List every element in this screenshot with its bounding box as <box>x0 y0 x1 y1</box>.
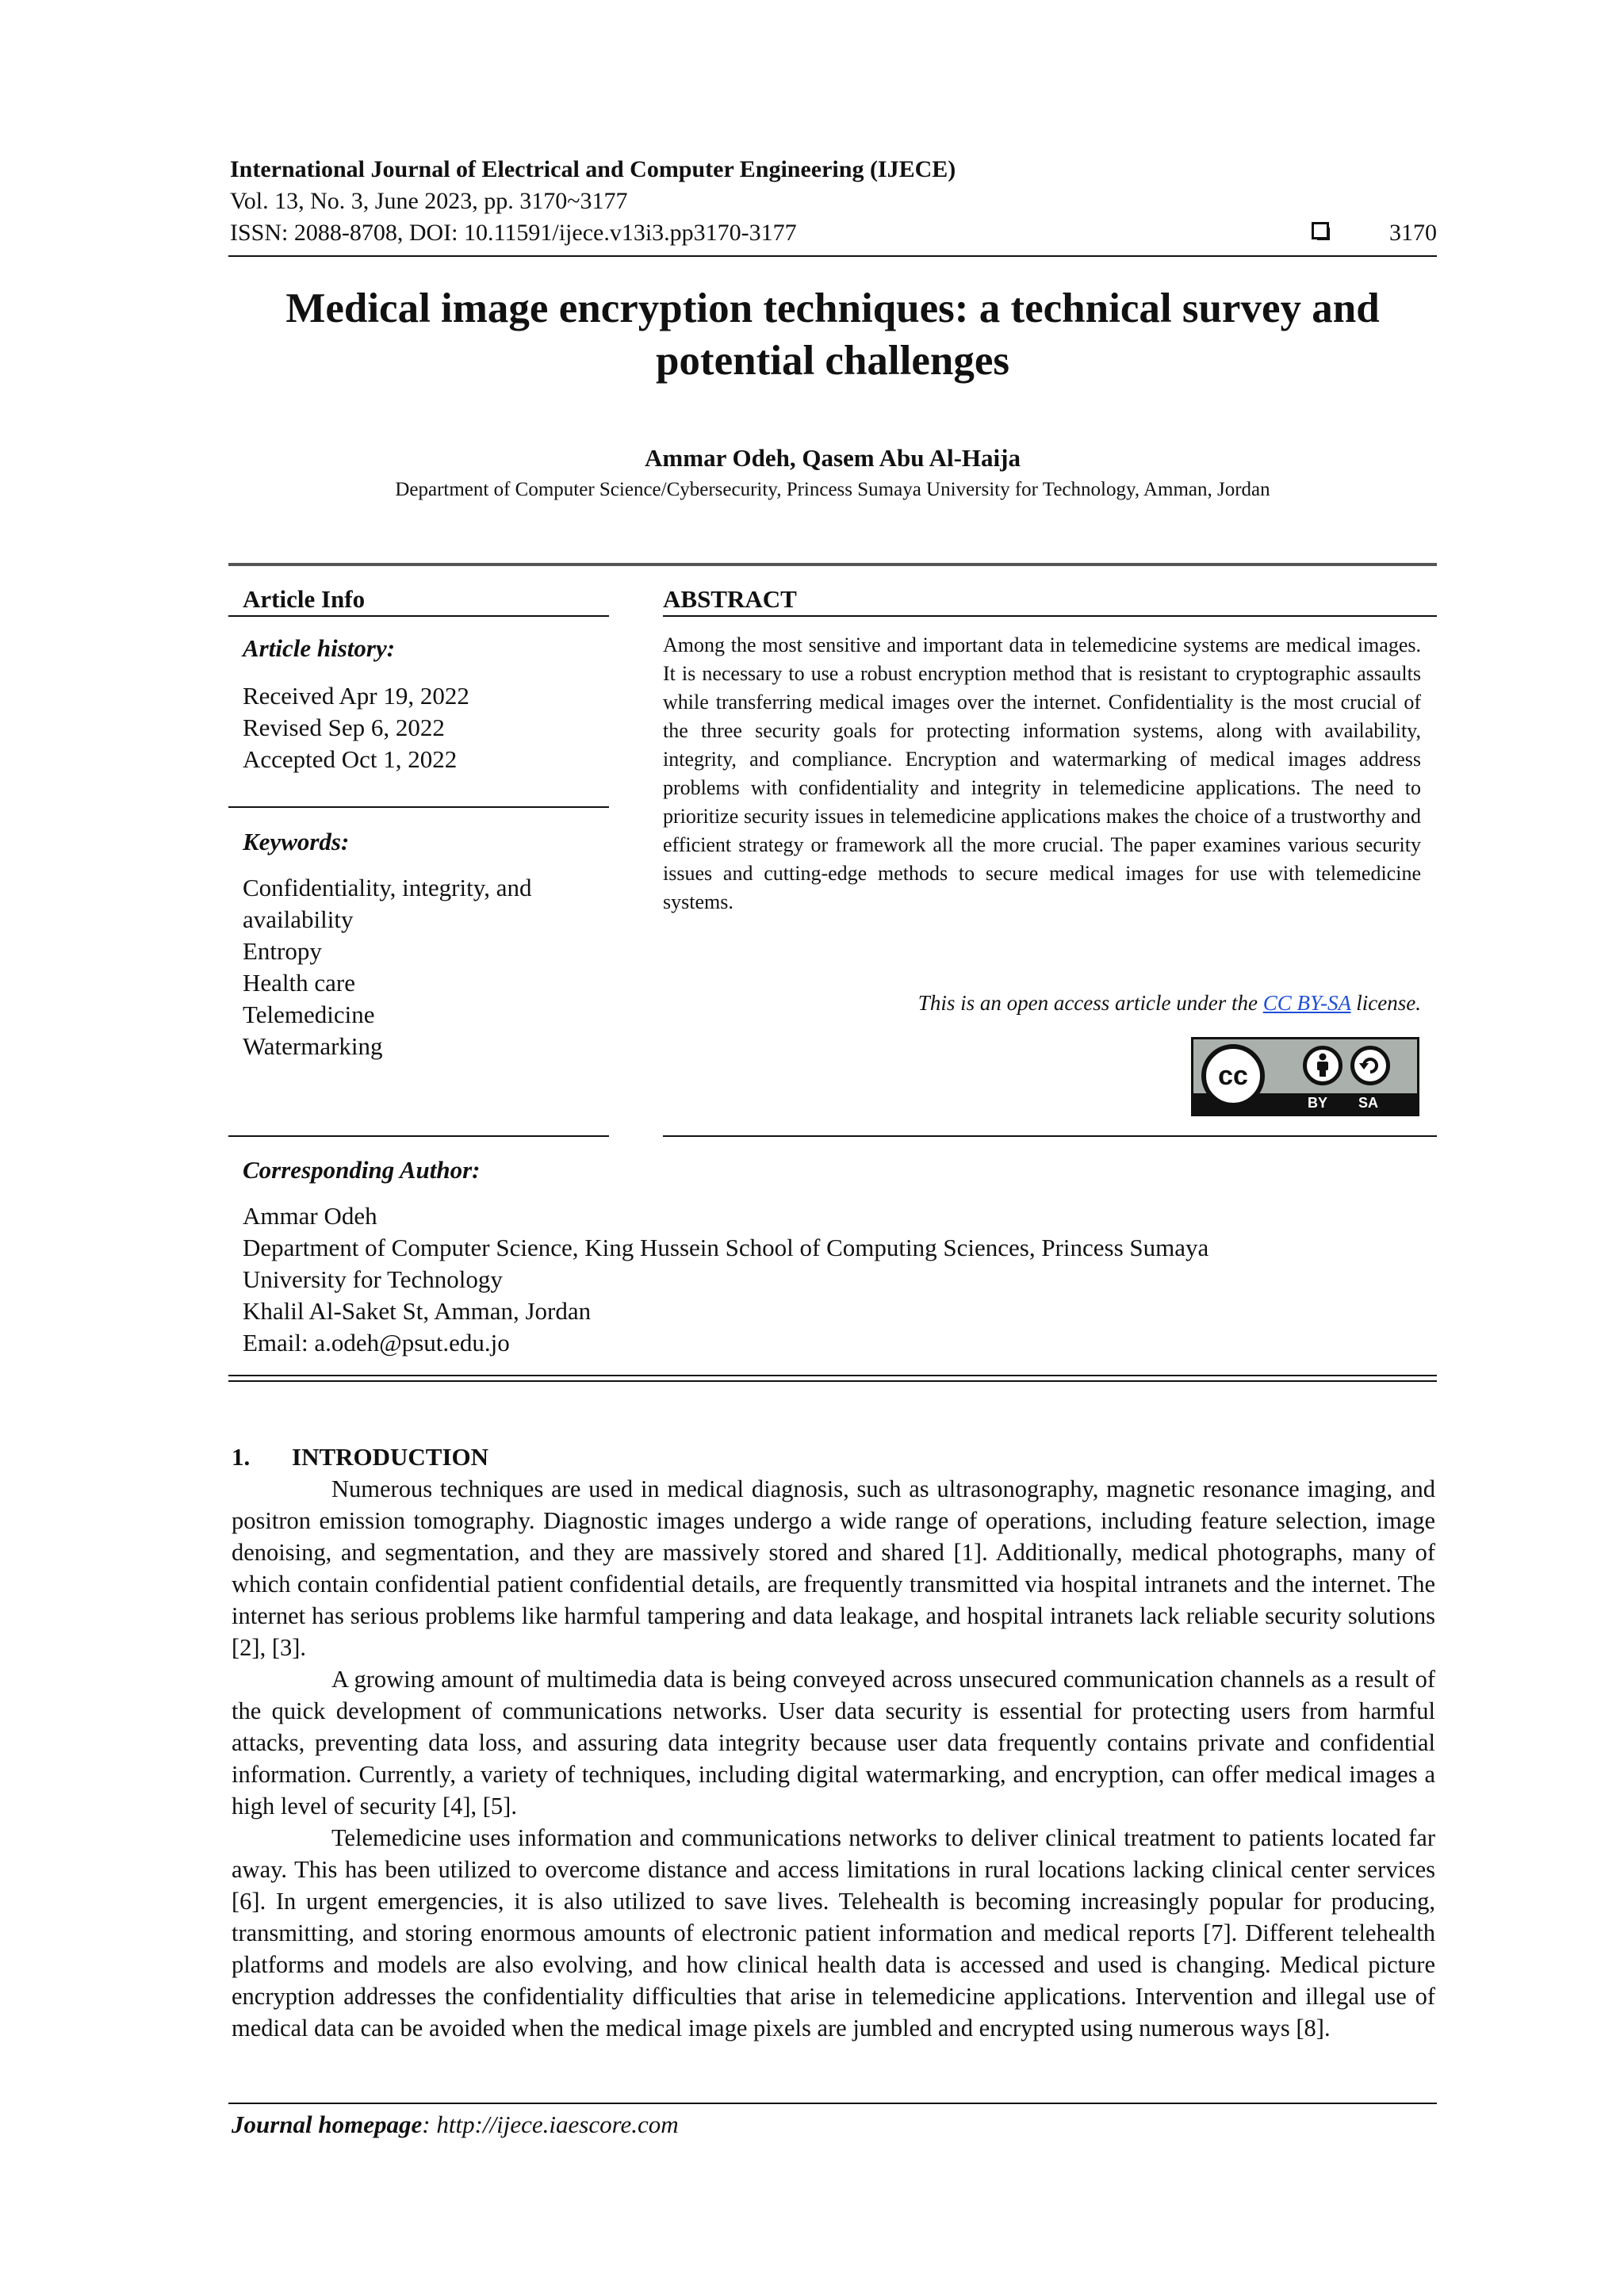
title-line-1: Medical image encryption techniques: a technical survey and <box>285 285 1380 331</box>
corresponding-author-details <box>243 1200 1208 1359</box>
article-info-rule <box>228 615 609 617</box>
abstract-bottom-rule <box>663 1135 1437 1137</box>
author-email: Email: a.odeh@psut.edu.jo <box>243 1329 510 1357</box>
section-title: INTRODUCTION <box>292 1443 489 1471</box>
intro-paragraph: Telemedicine uses information and communications networks to deliver clinical treatment to patients located far away. This has been utilized to overcome distance and access limitations in rural locations lacking clinical center services [6]. In urgent emergencies, it is also utilized to save lives. Telehealth is becoming increasingly popular for producing, transmitting, and storing enormous amounts of electronic patient information and medical reports [7]. Different telehealth platforms and models are also evolving, and how clinical health data is accessed and used is changing. Medical picture encryption addresses the confidentiality difficulties that arise in telemedicine applications. Intervention and illegal use of medical data can be avoided when the medical image pixels are jumbled and encrypted using numerous ways [8]. <box>232 1824 1435 2042</box>
history-bottom-rule <box>228 806 609 808</box>
corresponding-bottom-rule-2 <box>228 1380 1437 1382</box>
intro-paragraph: A growing amount of multimedia data is being conveyed across unsecured communication channels as a result of the quick development of communications networks. User data security is essential for protecting users from harmful attacks, preventing data loss, and assuring data integrity because user data frequently contains private and confidential information. Currently, a variety of techniques, including digital watermarking, and encryption, can offer medical images a high level of security [4], [5]. <box>232 1666 1435 1820</box>
article-info-heading: Article Info <box>243 585 366 613</box>
keyword-item: Health care <box>243 969 355 997</box>
cc-by-sa-link[interactable]: CC BY-SA <box>1262 991 1351 1015</box>
header-rule <box>228 255 1437 257</box>
badge-sa-label: SA <box>1358 1095 1379 1111</box>
license-prefix: This is an open access article under the <box>917 991 1263 1015</box>
share-alike-icon <box>1350 1046 1390 1085</box>
revised-date: Revised Sep 6, 2022 <box>243 714 445 741</box>
cc-by-sa-badge[interactable] <box>1191 1037 1419 1116</box>
title-line-2: potential challenges <box>655 338 1010 384</box>
keyword-item: Telemedicine <box>243 1001 375 1028</box>
accepted-date: Accepted Oct 1, 2022 <box>243 745 458 773</box>
keyword-item: Watermarking <box>243 1032 383 1060</box>
keywords-bottom-rule <box>228 1135 609 1137</box>
keyword-item: Confidentiality, integrity, and <box>243 874 532 901</box>
keyword-item: Entropy <box>243 937 322 965</box>
author-dept-line-1: Department of Computer Science, King Hussein School of Computing Sciences, Princess Sumaya <box>243 1234 1209 1261</box>
volume-info: Vol. 13, No. 3, June 2023, pp. 3170~3177 <box>230 188 628 214</box>
attribution-person-icon <box>1303 1046 1342 1085</box>
author-dept-line-2: University for Technology <box>243 1265 503 1293</box>
article-history <box>243 680 469 775</box>
footer-rule <box>228 2103 1437 2104</box>
homepage-url[interactable]: : http://ijece.iaescore.com <box>422 2110 679 2138</box>
section-number: 1. <box>232 1443 251 1471</box>
keyword-item: availability <box>243 905 354 933</box>
author-address: Khalil Al-Saket St, Amman, Jordan <box>243 1297 592 1325</box>
journal-name: International Journal of Electrical and Computer Engineering (IJECE) <box>230 156 956 182</box>
abstract-heading: ABSTRACT <box>663 585 797 613</box>
keywords-list <box>243 872 531 1062</box>
info-top-rule <box>228 563 1437 566</box>
license-suffix: license. <box>1350 991 1421 1015</box>
page-number: 3170 <box>1389 220 1437 246</box>
introduction-heading <box>232 1443 488 1471</box>
corresponding-bottom-rule-1 <box>228 1375 1437 1376</box>
cc-logo-icon: cc <box>1201 1044 1265 1108</box>
article-history-heading: Article history: <box>243 634 396 662</box>
badge-by-label: BY <box>1308 1095 1328 1111</box>
issn-doi: ISSN: 2088-8708, DOI: 10.11591/ijece.v13i3.pp3170-3177 <box>230 220 797 246</box>
authors: Ammar Odeh, Qasem Abu Al-Haija <box>645 444 1021 472</box>
introduction-body <box>232 1473 1435 2044</box>
affiliation: Department of Computer Science/Cybersecurity, Princess Sumaya University for Technology, Amman, Jordan <box>395 479 1270 500</box>
abstract-text: Among the most sensitive and important data in telemedicine systems are medical images. It is necessary to use a robust encryption method that is resistant to cryptographic assaults while transferring medical images over the internet. Confidentiality is the most crucial of the three security goals for protecting information systems, along with availability, integrity, and compliance. Encryption and watermarking of medical images address problems with confidentiality and integrity in telemedicine applications. The need to prioritize security issues in telemedicine applications makes the choice of a trustworthy and efficient strategy or framework all the more crucial. The paper examines various security issues and cutting-edge methods to secure medical images for use with telemedicine systems. <box>663 633 1421 913</box>
corresponding-author-heading: Corresponding Author: <box>243 1156 481 1184</box>
license-note <box>918 991 1421 1016</box>
received-date: Received Apr 19, 2022 <box>243 682 469 710</box>
paper-title <box>238 282 1427 387</box>
checkbox-square-icon <box>1312 222 1329 239</box>
journal-homepage <box>232 2110 679 2139</box>
intro-paragraph: Numerous techniques are used in medical diagnosis, such as ultrasonography, magnetic resonance imaging, and positron emission tomography. Diagnostic images undergo a wide range of operations, including feature selection, image denoising, and segmentation, and they are massively stored and shared [1]. Additionally, medical photographs, many of which contain confidential patient confidential details, are frequently transmitted via hospital intranets and the internet. The internet has serious problems like harmful tampering and data leakage, and hospital intranets lack reliable security solutions [2], [3]. <box>232 1475 1435 1661</box>
keywords-heading: Keywords: <box>243 828 350 855</box>
homepage-label: Journal homepage <box>232 2110 423 2138</box>
abstract-rule <box>663 615 1437 617</box>
author-name: Ammar Odeh <box>243 1202 377 1230</box>
